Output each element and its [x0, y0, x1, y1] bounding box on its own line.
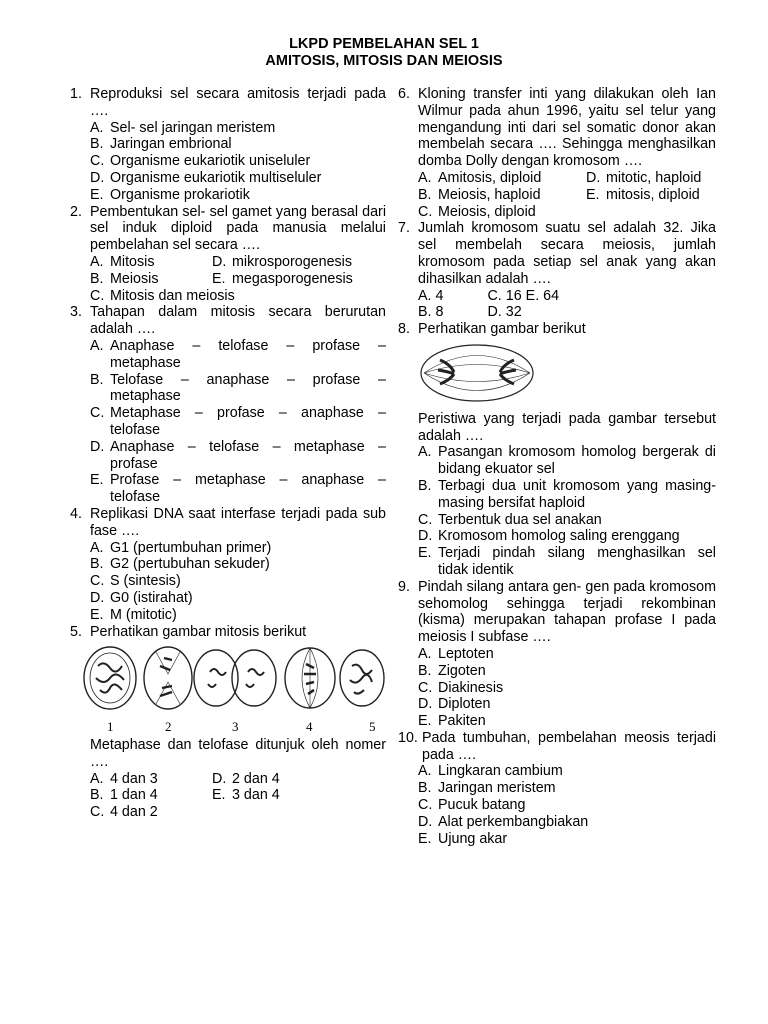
question-7	[398, 220, 716, 321]
question-number: 10.	[398, 729, 418, 746]
option[interactable]: C. 4 dan 2	[90, 804, 158, 821]
question-text: Pada tumbuhan, pembelahan meosis terjadi pada ….	[422, 729, 716, 763]
option[interactable]: D. Alat perkembangbiakan	[418, 813, 589, 830]
question-10	[398, 730, 716, 848]
figure-label: 5	[369, 719, 376, 735]
mitosis-stages-illustration	[70, 644, 386, 714]
question-text: Pindah silang antara gen- gen pada kromosom sehomolog sehingga terjadi rekombinan (kisma) merupakan tahapan profase I pada meiosis I subfase ….	[418, 578, 716, 646]
option[interactable]: B. Telofase – anaphase – profase – metaphase	[90, 371, 386, 405]
question-number: 5.	[70, 623, 82, 640]
option[interactable]: C. Metaphase – profase – anaphase – telofase	[90, 405, 386, 438]
option[interactable]: D. Organisme eukariotik multiseluler	[90, 169, 322, 186]
question-number: 2.	[70, 203, 82, 220]
question-9	[398, 579, 716, 730]
option[interactable]: D. mitotic, haploid	[586, 169, 702, 186]
question-text: Tahapan dalam mitosis secara berurutan adalah ….	[90, 304, 386, 338]
option[interactable]: B. Meiosis	[90, 270, 159, 287]
question-8	[398, 321, 716, 579]
option[interactable]: E. Organisme prokariotik	[90, 186, 250, 203]
option[interactable]: A. Mitosis	[90, 253, 155, 270]
option[interactable]: D. G0 (istirahat)	[90, 589, 193, 606]
option[interactable]: C. 16	[487, 287, 522, 304]
question-number: 9.	[398, 578, 410, 595]
question-2	[70, 204, 386, 305]
option[interactable]: D. 32	[487, 304, 522, 321]
option[interactable]: B. Meiosis, haploid	[418, 186, 541, 203]
option[interactable]: E. Ujung akar	[418, 830, 508, 847]
question-6	[398, 86, 716, 220]
question-number: 8.	[398, 321, 410, 338]
option[interactable]: E. Pakiten	[418, 713, 486, 730]
question-text: Pembentukan sel- sel gamet yang berasal dari sel induk diploid pada manusia melalui pembelahan sel secara ….	[90, 203, 386, 254]
worksheet-title: LKPD PEMBELAHAN SEL 1	[289, 36, 479, 52]
right-column	[398, 86, 716, 847]
option[interactable]: E. 64	[525, 287, 560, 304]
mitosis-figure	[70, 644, 386, 735]
question-5	[70, 624, 386, 822]
option[interactable]: B. G2 (pertubuhan sekuder)	[90, 556, 270, 573]
worksheet-subtitle: AMITOSIS, MITOSIS DAN MEIOSIS	[265, 53, 503, 69]
option[interactable]: A. G1 (pertumbuhan primer)	[90, 539, 272, 556]
option[interactable]: B. 8	[418, 304, 444, 321]
option[interactable]: A. Sel- sel jaringan meristem	[90, 119, 276, 136]
question-number: 6.	[398, 86, 410, 102]
figure-label: 4	[306, 719, 313, 735]
option[interactable]: A. Amitosis, diploid	[418, 169, 542, 186]
option[interactable]: C. Diakinesis	[418, 679, 504, 696]
option[interactable]: A. Anaphase – telofase – profase – metaphase	[90, 337, 386, 371]
question-text: Perhatikan gambar berikut	[418, 321, 586, 338]
question-number: 4.	[70, 505, 82, 522]
option[interactable]: E. M (mitotic)	[90, 606, 177, 623]
question-1	[70, 86, 386, 204]
figure-label: 1	[107, 719, 114, 735]
anaphase-illustration	[418, 342, 536, 404]
question-text: Jumlah kromosom suatu sel adalah 32. Jika sel membelah secara meiosis, jumlah kromosom pada setiap sel anak yang akan dihasilkan adalah ….	[418, 220, 716, 287]
figure-label: 3	[232, 719, 239, 735]
option[interactable]: D. Anaphase – telofase – metaphase – profase	[90, 438, 386, 472]
question-3	[70, 304, 386, 506]
option[interactable]: B. Jaringan embrional	[90, 136, 232, 153]
question-text-continued: Peristiwa yang terjadi pada gambar tersebut adalah ….	[418, 410, 716, 444]
question-4	[70, 506, 386, 624]
question-text-continued: Metaphase dan telofase ditunjuk oleh nomer ….	[90, 737, 386, 770]
option[interactable]: E. Terjadi pindah silang menghasilkan sel tidak identik	[418, 545, 716, 578]
option[interactable]: C. Organisme eukariotik uniseluler	[90, 153, 311, 170]
option[interactable]: C. Pucuk batang	[418, 797, 526, 814]
option[interactable]: A. Leptoten	[418, 645, 494, 662]
option[interactable]: E. 3 dan 4	[212, 787, 280, 804]
question-number: 1.	[70, 86, 82, 102]
question-number: 3.	[70, 304, 82, 321]
option[interactable]: E. mitosis, diploid	[586, 186, 700, 203]
option[interactable]: C. Mitosis dan meiosis	[90, 287, 235, 304]
option[interactable]: A. 4 dan 3	[90, 770, 158, 787]
anaphase-figure	[418, 342, 716, 409]
option[interactable]: D. Kromosom homolog saling erenggang	[418, 528, 680, 545]
option[interactable]: B. Terbagi dua unit kromosom yang masing- masing bersifat haploid	[418, 477, 716, 511]
option[interactable]: B. Jaringan meristem	[418, 780, 556, 797]
question-text: Reproduksi sel secara amitosis terjadi pada ….	[90, 86, 386, 119]
left-column	[70, 86, 386, 821]
option[interactable]: C. Terbentuk dua sel anakan	[418, 511, 602, 528]
question-text: Replikasi DNA saat interfase terjadi pada sub fase ….	[90, 505, 386, 539]
option[interactable]: E. megasporogenesis	[212, 270, 353, 287]
option[interactable]: B. Zigoten	[418, 662, 486, 679]
option[interactable]: D. 2 dan 4	[212, 770, 280, 787]
option[interactable]: E. Profase – metaphase – anaphase – telofase	[90, 472, 386, 506]
option[interactable]: B. 1 dan 4	[90, 787, 158, 804]
option[interactable]: A. Lingkaran cambium	[418, 763, 563, 780]
question-text: Kloning transfer inti yang dilakukan oleh Ian Wilmur pada ahun 1996, yaitu sel telur yang mengandung inti dari sel somatic donor akan membelah secara …. Sehingga menghasilkan domba Dolly dengan kromosom ….	[418, 86, 716, 170]
option[interactable]: D. Diploten	[418, 696, 491, 713]
option[interactable]: C. S (sintesis)	[90, 573, 181, 590]
option[interactable]: D. mikrosporogenesis	[212, 253, 352, 270]
figure-label: 2	[165, 719, 172, 735]
question-number: 7.	[398, 220, 410, 237]
option[interactable]: A. 4	[418, 287, 444, 304]
question-text: Perhatikan gambar mitosis berikut	[90, 623, 307, 640]
option[interactable]: C. Meiosis, diploid	[418, 203, 536, 220]
option[interactable]: A. Pasangan kromosom homolog bergerak di bidang ekuator sel	[418, 444, 716, 478]
